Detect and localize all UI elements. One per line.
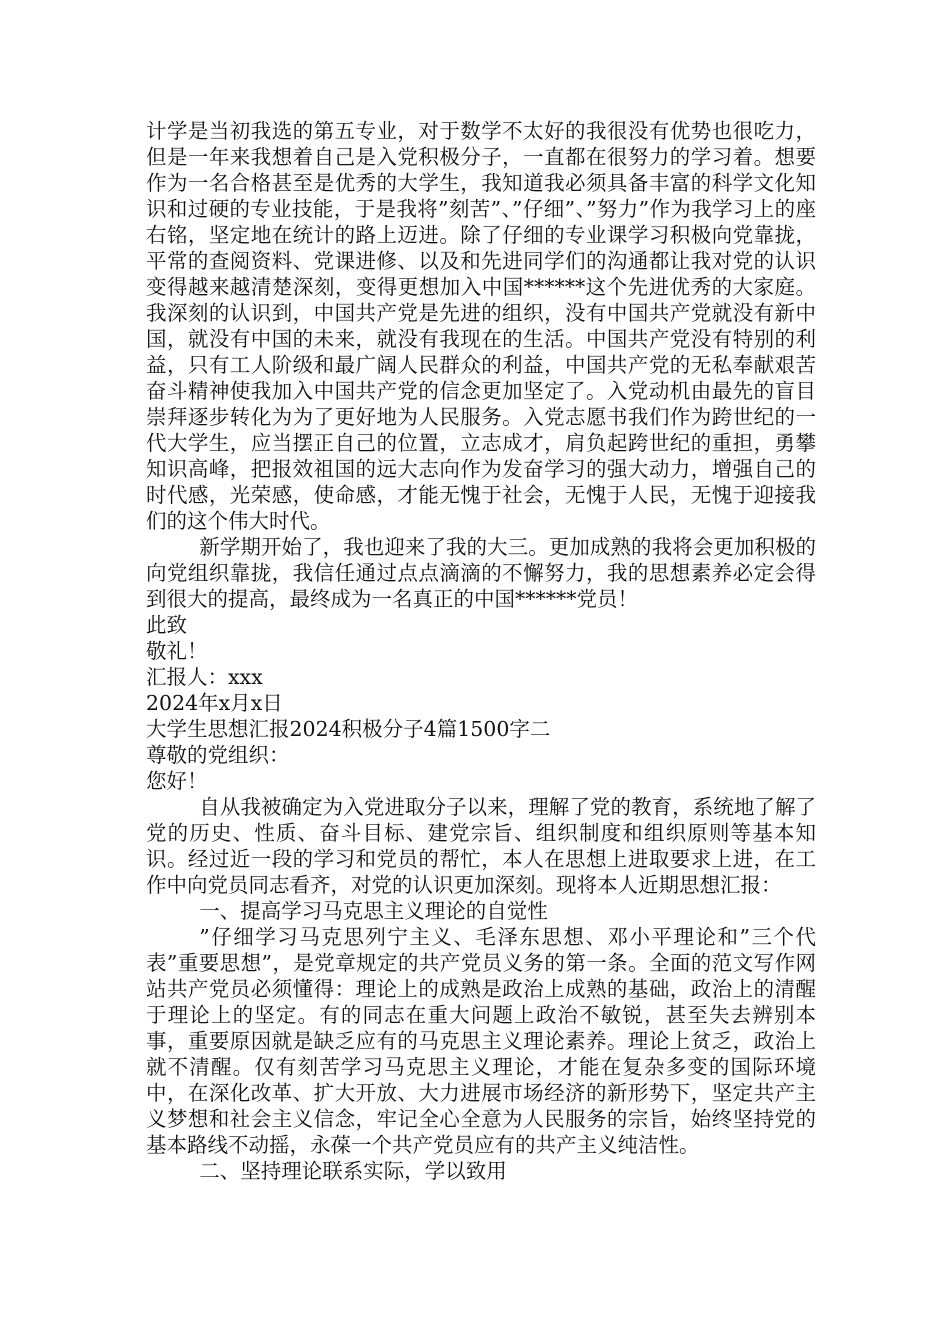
addressee-line: 尊敬的党组织： xyxy=(146,743,290,767)
closing-salutation: 此致 xyxy=(146,613,187,637)
date-line: 2024年x月x日 xyxy=(146,691,283,715)
reporter-line: 汇报人：xxx xyxy=(146,665,263,689)
section-heading-1: 一、提高学习马克思主义理论的自觉性 xyxy=(199,899,548,923)
body-paragraph-1: 计学是当初我选的第五专业，对于数学不太好的我很没有优势也很吃力，但是一年来我想着自己是入党积极分子，一直都在很努力的学习着。想要作为一名合格甚至是优秀的大学生，我知道我必须具备丰富的科学文化知识和过硬的专业技能，于是我将”刻苦”、”仔细”、”努力”作为我学习上的座右铭，坚定地在统计的路上迈进。除了仔细的专业课学习积极向党靠拢，平常的查阅资料、党课进修、以及和先进同学们的沟通都让我对党的认识变得越来越清楚深刻，变得更想加入中国******这个先进优秀的大家庭。我深刻的认识到，中国共产党是先进的组织，没有中国共产党就没有新中国，就没有中国的未来，就没有我现在的生活。中国共产党没有特别的利益，只有工人阶级和最广阔人民群众的利益，中国共产党的无私奉献艰苦奋斗精神使我加入中国共产党的信念更加坚定了。入党动机由最先的盲目崇拜逐步转化为为了更好地为人民服务。入党志愿书我们作为跨世纪的一代大学生，应当摆正自己的位置，立志成才，肩负起跨世纪的重担，勇攀知识高峰，把报效祖国的远大志向作为发奋学习的强大动力，增强自己的时代感，光荣感，使命感，才能无愧于社会，无愧于人民，无愧于迎接我们的这个伟大时代。 xyxy=(146,119,816,533)
closing-regards: 敬礼！ xyxy=(146,639,208,663)
second-report-title: 大学生思想汇报2024积极分子4篇1500字二 xyxy=(146,717,551,741)
section-heading-2: 二、坚持理论联系实际，学以致用 xyxy=(199,1159,507,1183)
body2-paragraph-theory: ”仔细学习马克思列宁主义、毛泽东思想、邓小平理论和”三个代表”重要思想”，是党章规定的共产党员义务的第一条。全面的范文写作网站共产党员必须懂得：理论上的成熟是政治上成熟的基础，政治上的清醒于理论上的坚定。有的同志在重大问题上政治不敏锐，甚至失去辨别本事，重要原因就是缺乏应有的马克思主义理论素养。理论上贫乏，政治上就不清醒。仅有刻苦学习马克思主义理论，才能在复杂多变的国际环境中，在深化改革、扩大开放、大力进展市场经济的新形势下，坚定共产主义梦想和社会主义信念，牢记全心全意为人民服务的宗旨，始终坚持党的基本路线不动摇，永葆一个共产党员应有的共产主义纯洁性。 xyxy=(146,925,816,1157)
greeting-line: 您好！ xyxy=(146,769,208,793)
body-paragraph-2: 新学期开始了，我也迎来了我的大三。更加成熟的我将会更加积极的向党组织靠拢，我信任通过点点滴滴的不懈努力，我的思想素养必定会得到很大的提高，最终成为一名真正的中国******党员！ xyxy=(146,535,816,611)
body2-paragraph-intro: 自从我被确定为入党进取分子以来，理解了党的教育，系统地了解了党的历史、性质、奋斗目标、建党宗旨、组织制度和组织原则等基本知识。经过近一段的学习和党员的帮忙，本人在思想上进取要求上进，在工作中向党员同志看齐，对党的认识更加深刻。现将本人近期思想汇报： xyxy=(146,795,816,897)
document-body xyxy=(146,118,816,1184)
